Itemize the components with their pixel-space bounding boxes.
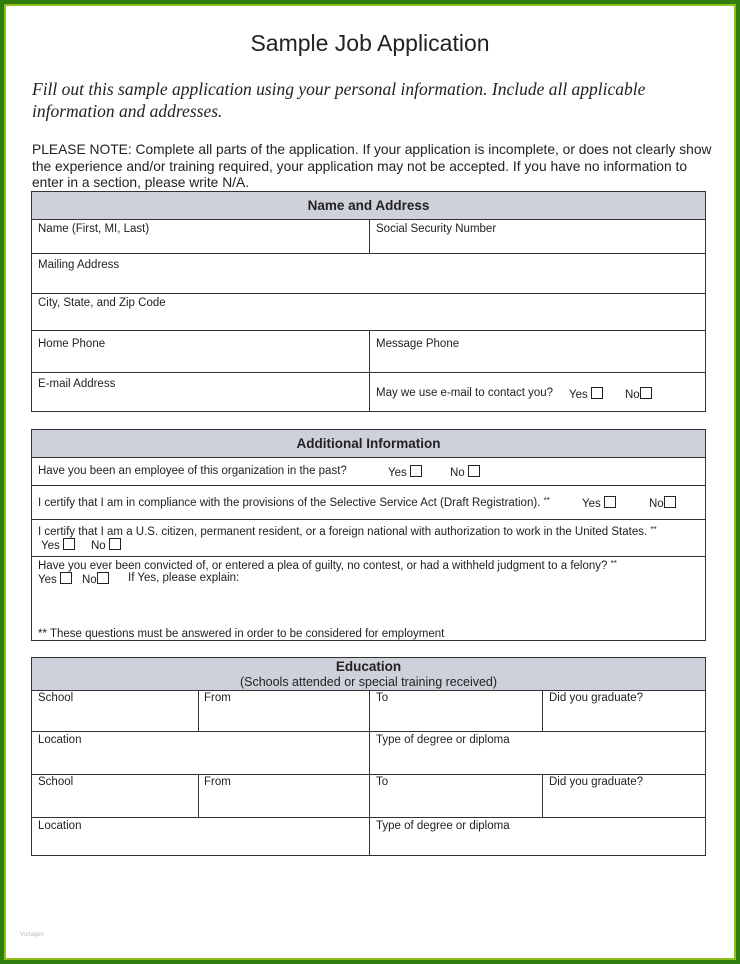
q3-yes-checkbox[interactable] [63,538,75,550]
education-section [31,657,706,856]
q2-no-option: No [649,496,676,510]
to-label-1: To [376,692,389,704]
q3-no-option: No [91,538,121,552]
additional-info-header: Additional Information [32,430,705,458]
graduate-label-1: Did you graduate? [549,692,643,704]
required-footnote: ** These questions must be answered in order to be considered for employment [38,628,445,640]
felony-question: Have you ever been convicted of, or entered a plea of guilty, no contest, or had a withheld judgment to a felony? ** [38,559,617,572]
email-label: E-mail Address [38,378,116,390]
from-label-1: From [204,692,231,704]
q1-no-checkbox[interactable] [468,465,480,477]
mailing-address-label: Mailing Address [38,259,120,271]
education-subheader: (Schools attended or special training received) [239,675,498,689]
email-no-option: No [625,387,652,401]
message-phone-label: Message Phone [376,338,460,350]
q4-no-checkbox[interactable] [97,572,109,584]
to-label-2: To [376,776,389,788]
from-label-2: From [204,776,231,788]
q2-yes-checkbox[interactable] [604,496,616,508]
location-label-2: Location [38,820,82,832]
selective-service-question: I certify that I am in compliance with the provisions of the Selective Service Act (Draft Registration). ** [38,496,550,509]
location-label-1: Location [38,734,82,746]
name-field-label: Name (First, MI, Last) [38,223,150,235]
school-label-2: School [38,776,74,788]
prior-employee-question: Have you been an employee of this organization in the past? [38,465,347,477]
citizenship-question: I certify that I am a U.S. citizen, permanent resident, or a foreign national with authorization to work in the United States. ** [38,525,657,538]
email-yes-checkbox[interactable] [591,387,603,399]
page-title: Sample Job Application [250,30,490,56]
q4-yes-checkbox[interactable] [60,572,72,584]
school-label-1: School [38,692,74,704]
graduate-label-2: Did you graduate? [549,776,643,788]
q1-yes-option: Yes [388,465,422,479]
additional-info-section [31,429,706,641]
degree-label-2: Type of degree or diploma [376,820,510,832]
ssn-field-label: Social Security Number [376,223,497,235]
explain-label: If Yes, please explain: [128,572,240,584]
footer-watermark: Vorlagen [20,932,44,938]
q4-no-option: No [82,572,109,586]
home-phone-label: Home Phone [38,338,106,350]
degree-label-1: Type of degree or diploma [376,734,510,746]
please-note-text: PLEASE NOTE: Complete all parts of the application. If your application is incomplete, or does not clearly show the experience and/or training required, your application may not be accepted. If you have no information to enter in a section, please write N/A. [32,142,712,190]
email-yes-option: Yes [569,387,603,401]
q1-yes-checkbox[interactable] [410,465,422,477]
q3-yes-option: Yes [41,538,75,552]
q1-no-option: No [450,465,480,479]
email-no-checkbox[interactable] [640,387,652,399]
q2-yes-option: Yes [582,496,616,510]
city-state-zip-label: City, State, and Zip Code [38,297,166,309]
intro-text: Fill out this sample application using your personal information. Include all applicable information and addresses. [32,79,646,121]
q2-no-checkbox[interactable] [664,496,676,508]
name-address-section [31,191,706,412]
q4-yes-option: Yes [38,572,72,586]
name-address-header: Name and Address [32,192,705,220]
email-contact-question: May we use e-mail to contact you? [376,387,554,399]
q3-no-checkbox[interactable] [109,538,121,550]
education-header: Education [335,659,402,674]
